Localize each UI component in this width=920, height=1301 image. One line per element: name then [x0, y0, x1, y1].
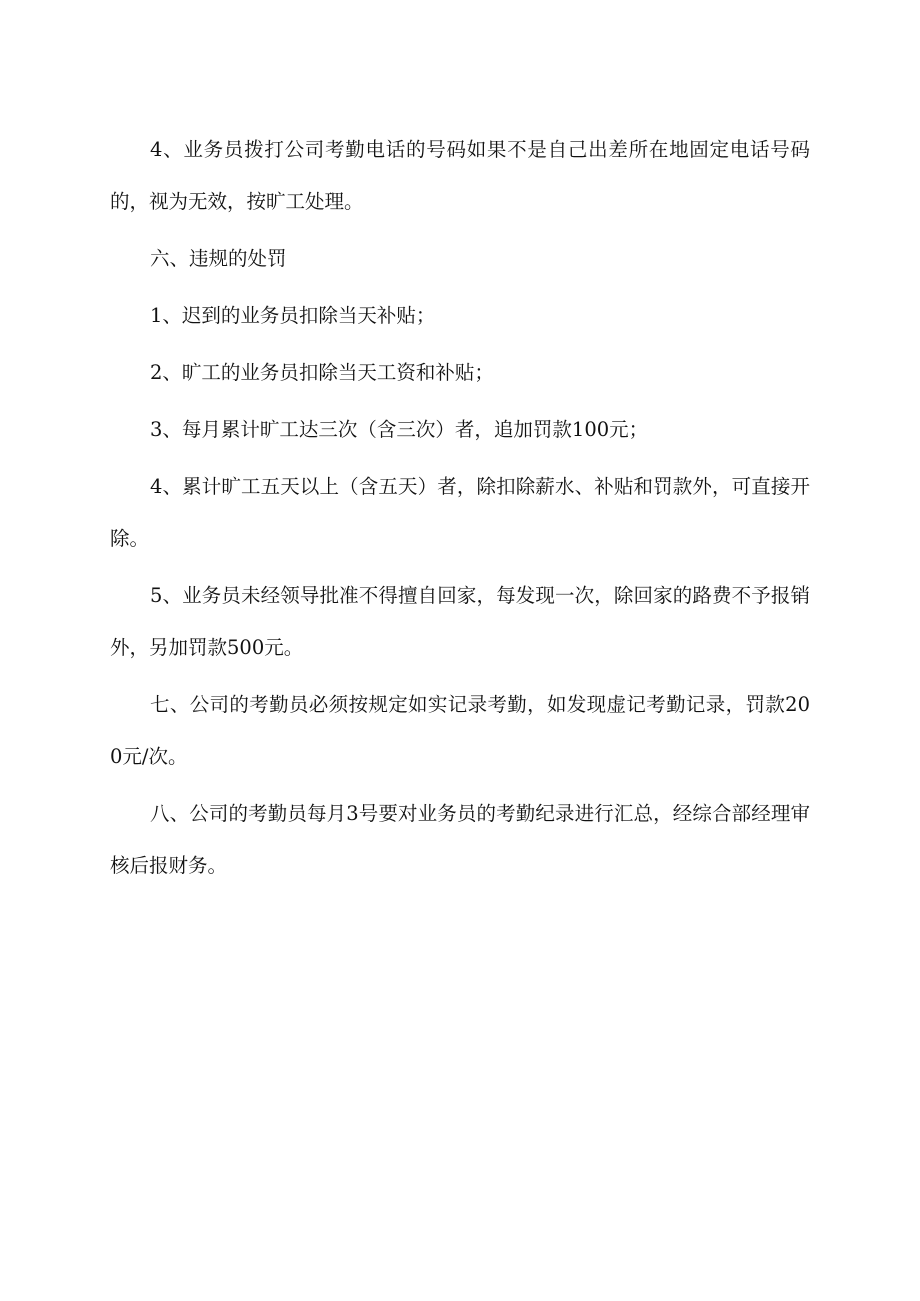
- document-body: [110, 124, 810, 897]
- paragraph-penalty-5-home: 5、业务员未经领导批准不得擅自回家，每发现一次，除回家的路费不予报销外，另加罚款500元。: [110, 584, 810, 659]
- section-heading-penalties: 六、违规的处罚: [150, 247, 287, 270]
- paragraph-penalty-3-monthly: 3、每月累计旷工达三次（含三次）者，追加罚款100元；: [150, 418, 649, 441]
- paragraph-penalty-4-dismissal: 4、累计旷工五天以上（含五天）者，除扣除薪水、补贴和罚款外，可直接开除。: [110, 475, 810, 550]
- paragraph-section-8-summary: 八、公司的考勤员每月3号要对业务员的考勤纪录进行汇总，经综合部经理审核后报财务。: [110, 802, 810, 877]
- paragraph-rule-4-phone: 4、业务员拨打公司考勤电话的号码如果不是自己出差所在地固定电话号码的，视为无效，按旷工处理。: [110, 138, 810, 213]
- paragraph-penalty-2-absence: 2、旷工的业务员扣除当天工资和补贴；: [150, 361, 494, 384]
- paragraph-section-7-recorder: 七、公司的考勤员必须按规定如实记录考勤，如发现虚记考勤记录，罚款200元/次。: [110, 693, 810, 768]
- paragraph-penalty-1-late: 1、迟到的业务员扣除当天补贴；: [150, 304, 436, 327]
